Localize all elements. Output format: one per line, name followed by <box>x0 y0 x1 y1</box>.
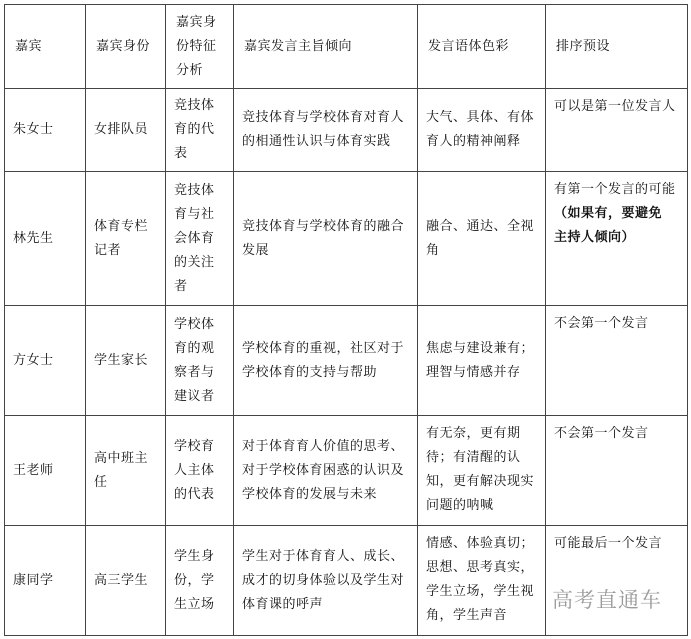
order-preset-cell: 可以是第一位发言人 <box>546 89 688 172</box>
guest-analysis-table <box>4 4 688 636</box>
guest-name-cell: 朱女士 <box>5 89 86 172</box>
guest-name-cell: 康同学 <box>5 526 86 636</box>
guest-name-cell: 王老师 <box>5 416 86 526</box>
table-row <box>5 526 688 636</box>
table-row <box>5 306 688 416</box>
header-theme: 嘉宾发言主旨倾向 <box>234 5 418 89</box>
guest-identity-cell: 体育专栏 记者 <box>86 172 166 306</box>
identity-analysis-cell: 学生身 份，学 生立场 <box>166 526 234 636</box>
guest-name-cell: 林先生 <box>5 172 86 306</box>
speech-theme-cell: 学生对于体育育人、成长、 成才的切身体验以及学生对 体育课的呼声 <box>234 526 418 636</box>
speech-tone-cell: 大气、具体、有体 育人的精神阐释 <box>418 89 546 172</box>
table-body <box>5 89 688 636</box>
identity-analysis-cell: 竞技体 育与社 会体育 的关注 者 <box>166 172 234 306</box>
guest-name-cell: 方女士 <box>5 306 86 416</box>
order-preset-cell: 不会第一个发言 <box>546 306 688 416</box>
guest-identity-cell: 高中班主 任 <box>86 416 166 526</box>
table-row <box>5 89 688 172</box>
table-row <box>5 172 688 306</box>
table-row <box>5 416 688 526</box>
speech-tone-cell: 融合、通达、全视 角 <box>418 172 546 306</box>
speech-tone-cell: 焦虑与建设兼有； 理智与情感并存 <box>418 306 546 416</box>
guest-identity-cell: 高三学生 <box>86 526 166 636</box>
speech-theme-cell: 竞技体育与学校体育对育人 的相通性认识与体育实践 <box>234 89 418 172</box>
header-order: 排序预设 <box>546 5 688 89</box>
guest-identity-cell: 学生家长 <box>86 306 166 416</box>
speech-theme-cell: 对于体育育人价值的思考、 对于学校体育困惑的认识及 学校体育的发展与未来 <box>234 416 418 526</box>
identity-analysis-cell: 学校体 育的观 察者与 建议者 <box>166 306 234 416</box>
speech-tone-cell: 情感、体验真切； 思想、思考真实， 学生立场，学生视 角，学生声音 <box>418 526 546 636</box>
speech-theme-cell: 学校体育的重视，社区对于 学校体育的支持与帮助 <box>234 306 418 416</box>
order-preset-cell: 可能最后一个发言 <box>546 526 688 636</box>
order-preset-cell: 不会第一个发言 <box>546 416 688 526</box>
table-header-row <box>5 5 688 89</box>
guest-identity-cell: 女排队员 <box>86 89 166 172</box>
order-preset-cell: 有第一个发言的可能 （如果有，要避免 主持人倾向） <box>546 172 688 306</box>
identity-analysis-cell: 学校育 人主体 的代表 <box>166 416 234 526</box>
speech-tone-cell: 有无奈，更有期 待；有清醒的认 知，更有解决现实 问题的呐喊 <box>418 416 546 526</box>
header-tone: 发言语体色彩 <box>418 5 546 89</box>
header-analysis: 嘉宾身 份特征 分析 <box>166 5 234 89</box>
header-guest: 嘉宾 <box>5 5 86 89</box>
speech-theme-cell: 竞技体育与学校体育的融合 发展 <box>234 172 418 306</box>
identity-analysis-cell: 竞技体 育的代 表 <box>166 89 234 172</box>
watermark: 高考直通车 <box>552 588 662 612</box>
header-identity: 嘉宾身份 <box>86 5 166 89</box>
